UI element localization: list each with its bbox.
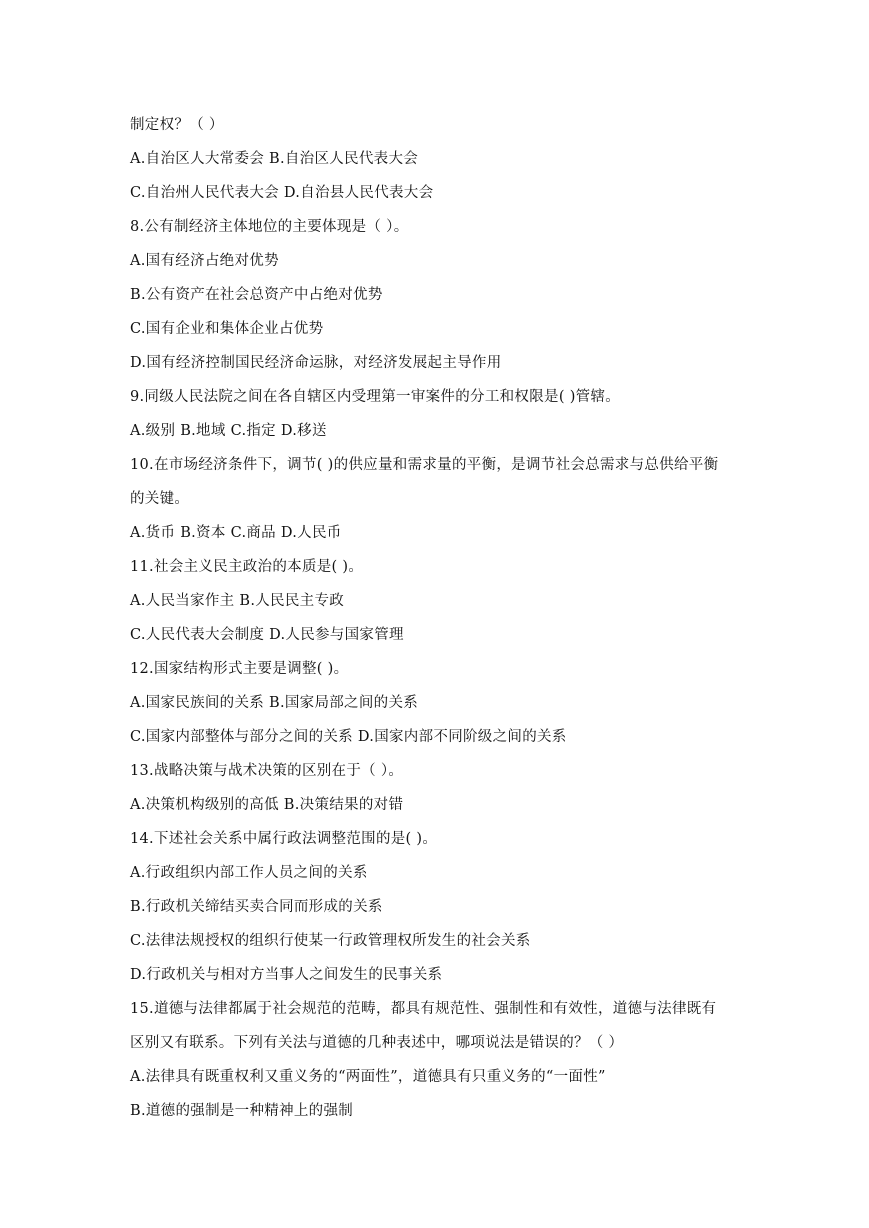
answer-options: A.决策机构级别的高低 B.决策结果的对错 [130,797,404,813]
question-8: 8.公有制经济主体地位的主要体现是（ ）。 [130,219,409,235]
answer-options: C.国家内部整体与部分之间的关系 D.国家内部不同阶级之间的关系 [130,729,567,745]
question-10: 10.在市场经济条件下，调节( )的供应量和需求量的平衡，是调节社会总需求与总供给平衡 [130,457,719,473]
answer-options: A.级别 B.地域 C.指定 D.移送 [130,423,327,439]
question-12: 12.国家结构形式主要是调整( )。 [130,661,349,677]
answer-options: C.人民代表大会制度 D.人民参与国家管理 [130,627,404,643]
question-9: 9.同级人民法院之间在各自辖区内受理第一审案件的分工和权限是( )管辖。 [130,389,621,405]
answer-option: B.行政机关缔结买卖合同而形成的关系 [130,899,383,915]
question-13: 13.战略决策与战术决策的区别在于（ ）。 [130,763,404,779]
answer-option: D.行政机关与相对方当事人之间发生的民事关系 [130,967,443,983]
answer-option: C.国有企业和集体企业占优势 [130,321,324,337]
question-15: 15.道德与法律都属于社会规范的范畴，都具有规范性、强制性和有效性，道德与法律既有 [130,1001,717,1017]
question-15-continued: 区别又有联系。下列有关法与道德的几种表述中，哪项说法是错误的？（ ） [130,1035,624,1051]
question-14: 14.下述社会关系中属行政法调整范围的是( )。 [130,831,438,847]
answer-options: C.自治州人民代表大会 D.自治县人民代表大会 [130,185,434,201]
answer-option: D.国有经济控制国民经济命运脉，对经济发展起主导作用 [130,355,502,371]
answer-options: A.人民当家作主 B.人民民主专政 [130,593,345,609]
answer-option: A.行政组织内部工作人员之间的关系 [130,865,368,881]
answer-option: B.公有资产在社会总资产中占绝对优势 [130,287,383,303]
question-text [130,108,750,1128]
question-10-continued: 的关键。 [130,491,190,507]
answer-options: A.货币 B.资本 C.商品 D.人民币 [130,525,342,541]
answer-option: A.法律具有既重权利又重义务的“两面性”，道德具有只重义务的“一面性” [130,1069,606,1085]
answer-option: A.国有经济占绝对优势 [130,253,279,269]
answer-options: A.国家民族间的关系 B.国家局部之间的关系 [130,695,419,711]
answer-option: B.道德的强制是一种精神上的强制 [130,1103,354,1119]
question-11: 11.社会主义民主政治的本质是( )。 [130,559,364,575]
answer-option: C.法律法规授权的组织行使某一行政管理权所发生的社会关系 [130,933,531,949]
text-line: 制定权？（ ） [130,117,224,133]
answer-options: A.自治区人大常委会 B.自治区人民代表大会 [130,151,419,167]
